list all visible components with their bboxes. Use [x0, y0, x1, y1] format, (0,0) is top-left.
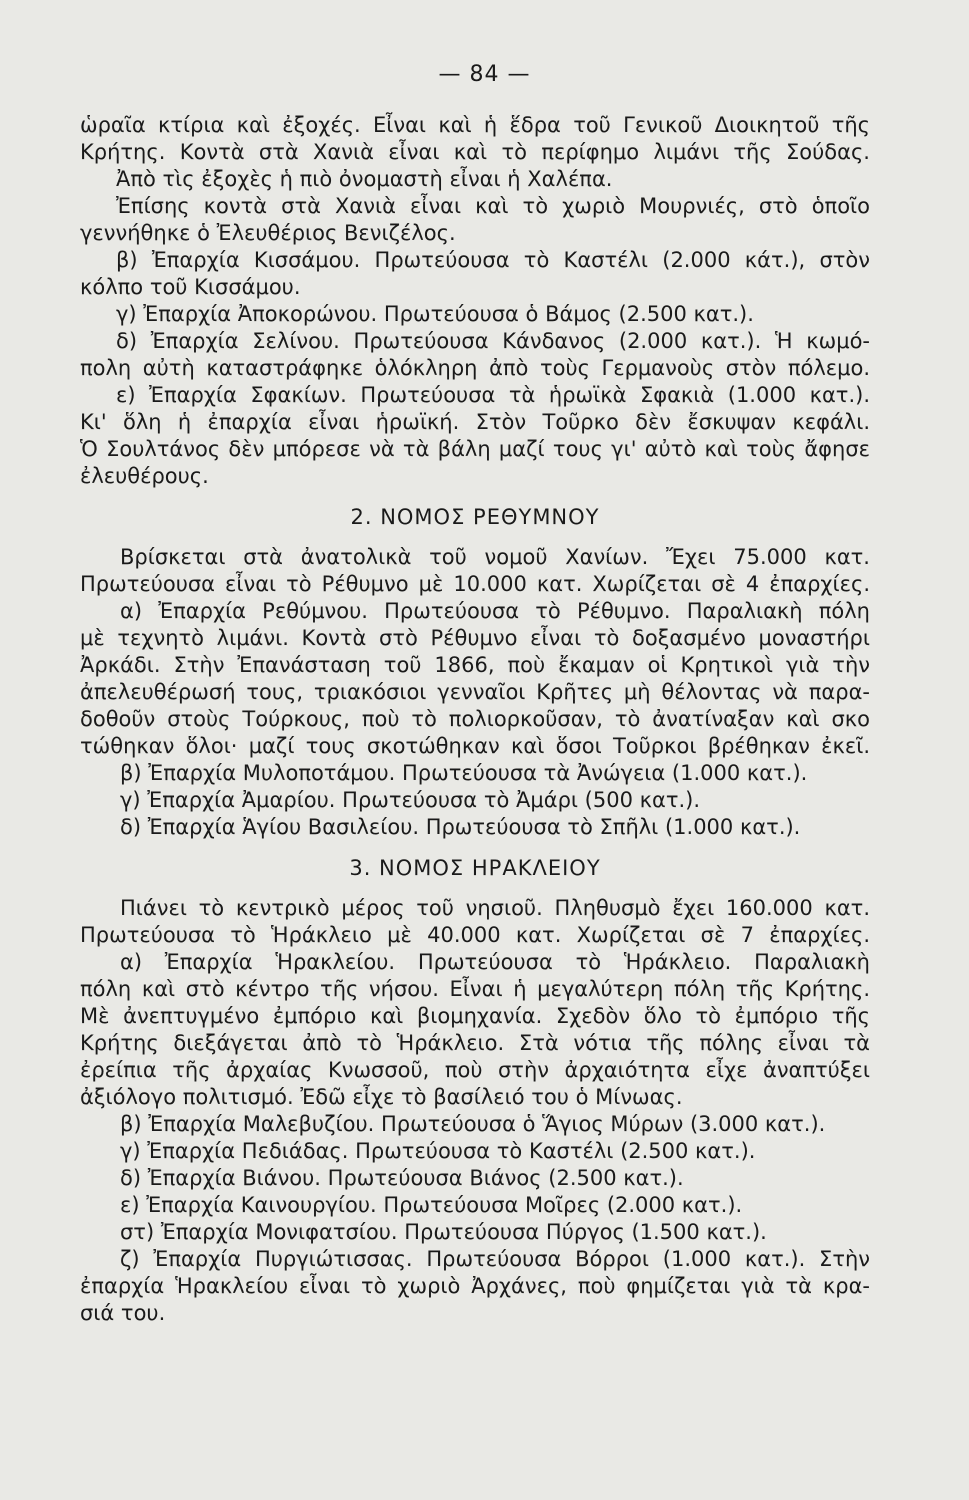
text-line: Πιάνει τὸ κεντρικὸ μέρος τοῦ νησιοῦ. Πληθυσμὸ ἔχει 160.000 κατ.: [120, 896, 870, 920]
text-line: ε) Ἐπαρχία Σφακίων. Πρωτεύουσα τὰ ἡρωϊκὰ Σφακιὰ (1.000 κατ.).: [116, 383, 870, 407]
text-line: Μὲ ἀνεπτυγμένο ἐμπόριο καὶ βιομηχανία. Σχεδὸν ὅλο τὸ ἐμπόριο τῆς: [80, 1004, 870, 1028]
text-line: γ) Ἐπαρχία Ἀποκορώνου. Πρωτεύουσα ὁ Βάμος (2.500 κατ.).: [116, 302, 754, 326]
page-body: [80, 112, 870, 1327]
text-line: ὡραῖα κτίρια καὶ ἐξοχές. Εἶναι καὶ ἡ ἕδρα τοῦ Γενικοῦ Διοικητοῦ τῆς: [80, 113, 870, 137]
text-line: β) Ἐπαρχία Μαλεβυζίου. Πρωτεύουσα ὁ Ἅγιος Μύρων (3.000 κατ.).: [120, 1112, 826, 1136]
page-number: — 84 —: [438, 62, 531, 87]
text-line: β) Ἐπαρχία Κισσάμου. Πρωτεύουσα τὸ Καστέλι (2.000 κάτ.), στὸν: [116, 248, 870, 272]
text-line: ἀπελευθέρωσή τους, τριακόσιοι γενναῖοι Κρῆτες μὴ θέλοντας νὰ παρα-: [80, 680, 870, 704]
text-line: Ὁ Σουλτάνος δὲν μπόρεσε νὰ τὰ βάλη μαζί τους γι' αὐτὸ καὶ τοὺς ἄφησε: [80, 437, 870, 461]
text-line: δ) Ἐπαρχία Βιάνου. Πρωτεύουσα Βιάνος (2.500 κατ.).: [120, 1166, 684, 1190]
text-line: α) Ἐπαρχία Ἡρακλείου. Πρωτεύουσα τὸ Ἡράκλειο. Παραλιακὴ: [120, 950, 870, 974]
text-line: α) Ἐπαρχία Ρεθύμνου. Πρωτεύουσα τὸ Ρέθυμνο. Παραλιακὴ πόλη: [120, 599, 870, 623]
text-line: στ) Ἐπαρχία Μονιφατσίου. Πρωτεύουσα Πύργος (1.500 κατ.).: [120, 1220, 767, 1244]
text-line: ἐρείπια τῆς ἀρχαίας Κνωσσοῦ, ποὺ στὴν ἀρχαιότητα εἶχε ἀναπτύξει: [80, 1058, 870, 1082]
text-line: δ) Ἐπαρχία Ἁγίου Βασιλείου. Πρωτεύουσα τὸ Σπῆλι (1.000 κατ.).: [120, 815, 801, 839]
text-line: ἐπαρχία Ἡρακλείου εἶναι τὸ χωριὸ Ἀρχάνες, ποὺ φημίζεται γιὰ τὰ κρα-: [80, 1274, 870, 1298]
text-line: μὲ τεχνητὸ λιμάνι. Κοντὰ στὸ Ρέθυμνο εἶναι τὸ δοξασμένο μοναστήρι: [80, 626, 870, 650]
text-line: ἀξιόλογο πολιτισμό. Ἐδῶ εἶχε τὸ βασίλειό του ὁ Μίνωας.: [80, 1085, 683, 1109]
text-line: πολη αὐτὴ καταστράφηκε ὁλόκληρη ἀπὸ τοὺς Γερμανοὺς στὸν πόλεμο.: [80, 356, 870, 380]
text-line: Πρωτεύουσα τὸ Ἡράκλειο μὲ 40.000 κατ. Χωρίζεται σὲ 7 ἐπαρχίες.: [80, 923, 870, 947]
section-heading-rethymno: 2. ΝΟΜΟΣ ΡΕΘΥΜΝΟΥ: [350, 505, 600, 529]
text-line: β) Ἐπαρχία Μυλοποτάμου. Πρωτεύουσα τὰ Ἀνώγεια (1.000 κατ.).: [120, 761, 808, 785]
text-line: πόλη καὶ στὸ κέντρο τῆς νήσου. Εἶναι ἡ μεγαλύτερη πόλη τῆς Κρήτης.: [80, 977, 870, 1001]
text-line: ε) Ἐπαρχία Καινουργίου. Πρωτεύουσα Μοῖρες (2.000 κατ.).: [120, 1193, 743, 1217]
text-line: γεννήθηκε ὁ Ἐλευθέριος Βενιζέλος.: [80, 221, 456, 245]
text-line: Βρίσκεται στὰ ἀνατολικὰ τοῦ νομοῦ Χανίων. Ἔχει 75.000 κατ.: [120, 545, 870, 569]
section-heading-heraklion: 3. ΝΟΜΟΣ ΗΡΑΚΛΕΙΟΥ: [349, 856, 601, 880]
text-line: γ) Ἐπαρχία Πεδιάδας. Πρωτεύουσα τὸ Καστέλι (2.500 κατ.).: [120, 1139, 756, 1163]
text-line: σιά του.: [80, 1301, 166, 1325]
text-line: δ) Ἐπαρχία Σελίνου. Πρωτεύουσα Κάνδανος (2.000 κατ.). Ἡ κωμό-: [116, 329, 870, 353]
text-line: γ) Ἐπαρχία Ἀμαρίου. Πρωτεύουσα τὸ Ἀμάρι (500 κατ.).: [120, 788, 701, 812]
text-line: Κι' ὅλη ἡ ἐπαρχία εἶναι ἡρωϊκή. Στὸν Τοῦρκο δὲν ἔσκυψαν κεφάλι.: [80, 410, 870, 434]
text-line: ἐλευθέρους.: [80, 464, 209, 488]
text-line: Κρήτης διεξάγεται ἀπὸ τὸ Ἡράκλειο. Στὰ νότια τῆς πόλης εἶναι τὰ: [80, 1031, 870, 1055]
text-line: Κρήτης. Κοντὰ στὰ Χανιὰ εἶναι καὶ τὸ περίφημο λιμάνι τῆς Σούδας.: [80, 140, 870, 164]
text-line: Ἐπίσης κοντὰ στὰ Χανιὰ εἶναι καὶ τὸ χωριὸ Μουρνιές, στὸ ὁποῖο: [116, 194, 870, 218]
text-line: δοθοῦν στοὺς Τούρκους, ποὺ τὸ πολιορκοῦσαν, τὸ ἀνατίναξαν καὶ σκο: [80, 707, 870, 731]
text-line: κόλπο τοῦ Κισσάμου.: [80, 275, 301, 299]
text-line: Πρωτεύουσα εἶναι τὸ Ρέθυμνο μὲ 10.000 κατ. Χωρίζεται σὲ 4 ἐπαρχίες.: [80, 572, 870, 596]
text-line: ζ) Ἐπαρχία Πυργιώτισσας. Πρωτεύουσα Βόρροι (1.000 κατ.). Στὴν: [120, 1247, 870, 1271]
text-line: τώθηκαν ὅλοι· μαζί τους σκοτώθηκαν καὶ ὅσοι Τοῦρκοι βρέθηκαν ἐκεῖ.: [80, 734, 870, 758]
text-line: Ἀπὸ τὶς ἐξοχὲς ἡ πιὸ ὀνομαστὴ εἶναι ἡ Χαλέπα.: [116, 167, 613, 191]
text-line: Ἀρκάδι. Στὴν Ἐπανάσταση τοῦ 1866, ποὺ ἔκαμαν οἱ Κρητικοὶ γιὰ τὴν: [80, 653, 870, 677]
